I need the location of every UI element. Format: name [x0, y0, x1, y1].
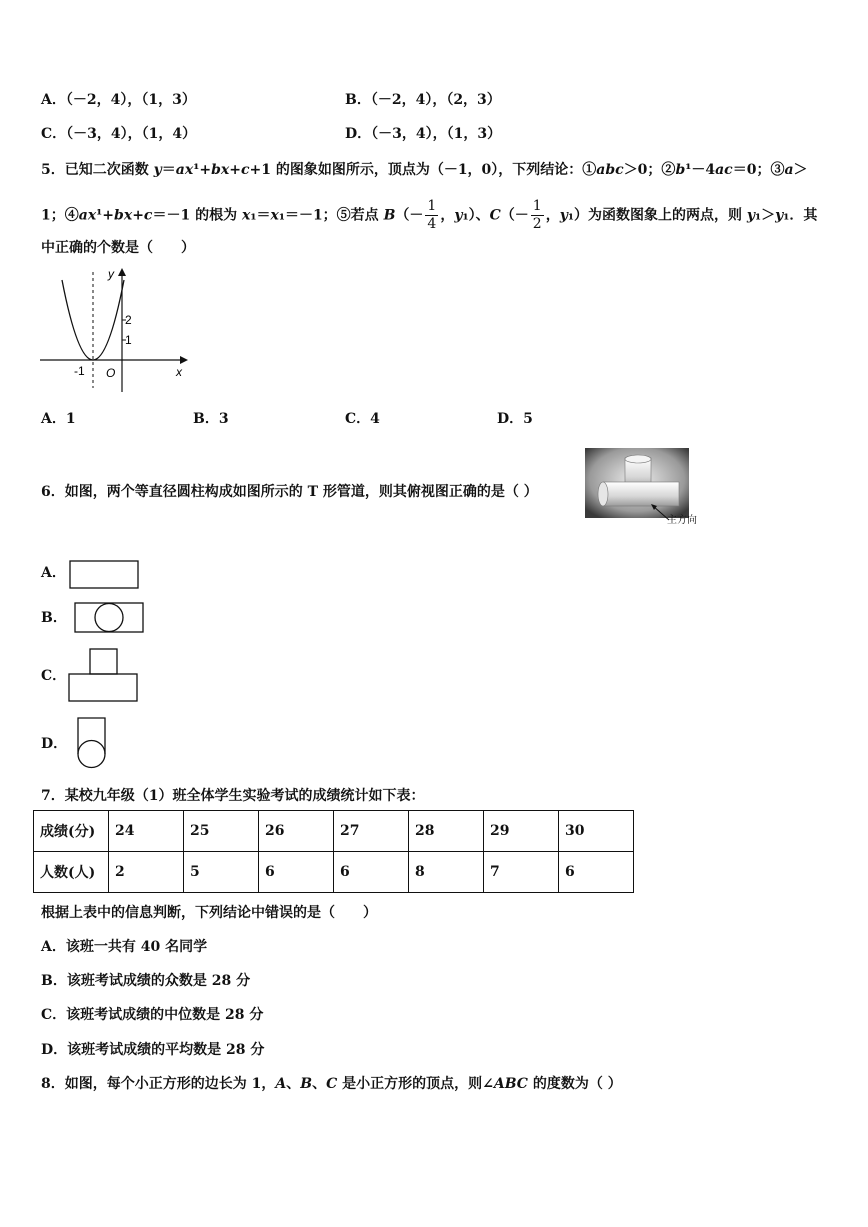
y-axis-arrow	[118, 268, 126, 276]
q4-option-c: C．（－3，4），（1，4）	[41, 126, 197, 142]
q5-stem-line1: 5．已知二次函数 y＝ax¹+bx+c+1 的图象如图所示，顶点为（－1，0），下列结论：①abc＞0；②b¹－4ac＝0；③a＞	[41, 162, 808, 178]
table-cell: 30	[559, 811, 634, 852]
q6-option-a-label: A．	[41, 565, 66, 581]
table-cell: 28	[409, 811, 484, 852]
table-cell: 24	[109, 811, 184, 852]
q6-option-b-label: B．	[41, 610, 67, 626]
q4-option-a: A．（－2，4），（1，3）	[41, 92, 196, 108]
photo-direction-label: 主方向	[667, 515, 697, 526]
table-cell: 成绩(分)	[34, 811, 109, 852]
x-axis-arrow	[180, 356, 188, 364]
q6-option-c-figure	[68, 648, 140, 704]
table-cell: 5	[184, 852, 259, 893]
table-cell: 27	[334, 811, 409, 852]
q5-stem-line3: 中正确的个数是（ ）	[41, 240, 195, 256]
y-axis-label: y	[108, 267, 114, 281]
q6-option-c-label: C．	[41, 668, 67, 684]
table-cell: 25	[184, 811, 259, 852]
q6-option-b-figure	[74, 602, 146, 634]
table-cell: 26	[259, 811, 334, 852]
q6-option-d-figure	[75, 716, 109, 770]
table-cell: 6	[334, 852, 409, 893]
q6-stem: 6．如图，两个等直径圆柱构成如图所示的 T 形管道，则其俯视图正确的是（ ）	[41, 484, 538, 500]
q7-option-b: B．该班考试成绩的众数是 28 分	[41, 973, 251, 989]
table-cell: 7	[484, 852, 559, 893]
q6-option-d-label: D．	[41, 736, 68, 752]
table-row-scores	[34, 811, 634, 852]
origin-label: O	[106, 366, 116, 380]
q7-option-d: D．该班考试成绩的平均数是 28 分	[41, 1042, 265, 1058]
x-axis-label: x	[176, 365, 182, 379]
tick-label-2: 2	[125, 313, 132, 327]
table-cell: 2	[109, 852, 184, 893]
table-row-counts	[34, 852, 634, 893]
fraction-one-quarter: $\frac{1}{4}$	[427, 198, 437, 232]
q7-stem: 7．某校九年级（1）班全体学生实验考试的成绩统计如下表：	[41, 788, 425, 804]
q6-option-a-figure	[69, 560, 141, 590]
tick-label-1: 1	[125, 333, 132, 347]
q4-option-d: D．（－3，4），（1，3）	[345, 126, 502, 142]
tick-label-minus-1: -1	[74, 364, 85, 378]
score-table	[33, 810, 634, 893]
q4-option-b: B．（－2，4），（2，3）	[345, 92, 501, 108]
horizontal-pipe	[603, 482, 679, 506]
parabola-graph	[38, 262, 190, 394]
q5-stem-line2: 1；④ax¹+bx+c＝－1 的根为 x₁＝x₁＝－1；⑤若点 B（－ $\frac{1}{4}$ ，y₁）、C（－ $\frac{1}{2}$ ，y₁）为函数图象上的两点，则 y₁＞y₁．其	[41, 198, 818, 232]
q5-option-c: C．4	[345, 411, 380, 427]
table-cell: 29	[484, 811, 559, 852]
q7-option-c: C．该班考试成绩的中位数是 28 分	[41, 1007, 264, 1023]
table-cell: 8	[409, 852, 484, 893]
table-cell: 6	[259, 852, 334, 893]
q5-option-b: B．3	[193, 411, 229, 427]
vertical-pipe-top	[625, 455, 651, 463]
q5-option-a: A．1	[41, 411, 76, 427]
horizontal-pipe-end	[598, 482, 608, 506]
q7-option-a: A．该班一共有 40 名同学	[41, 939, 208, 955]
table-cell: 6	[559, 852, 634, 893]
table-cell: 人数(人)	[34, 852, 109, 893]
fraction-one-half: $\frac{1}{2}$	[532, 198, 542, 232]
q7-question: 根据上表中的信息判断，下列结论中错误的是（ ）	[41, 905, 377, 921]
q8-stem: 8．如图，每个小正方形的边长为 1，A、B、C 是小正方形的顶点，则∠ABC 的度数为（ ）	[41, 1076, 622, 1092]
q5-option-d: D．5	[497, 411, 533, 427]
